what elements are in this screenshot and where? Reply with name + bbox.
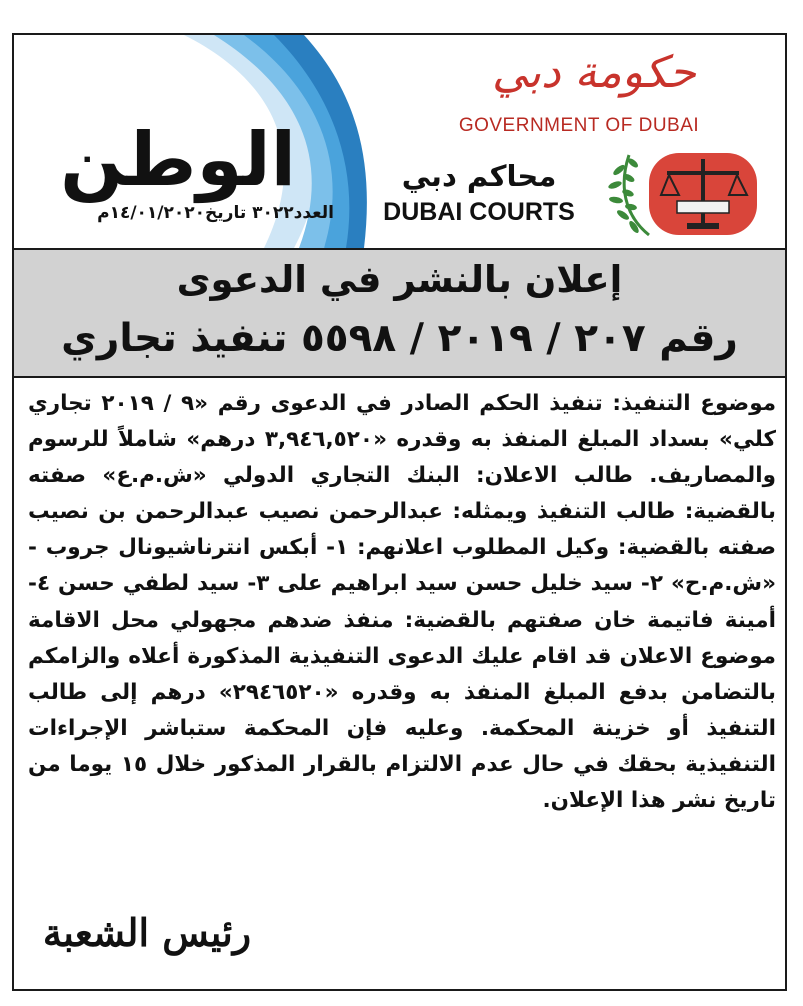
government-arabic-logo: حكومة دبي: [492, 47, 696, 98]
government-english-name: GOVERNMENT OF DUBAI: [458, 115, 700, 136]
notice-title: إعلان بالنشر في الدعوى: [176, 258, 623, 301]
case-number: رقم ٢٠٧ / ٢٠١٩ / ٥٥٩٨ تنفيذ تجاري: [61, 316, 738, 361]
dubai-courts-emblem: [589, 145, 764, 240]
issue-date-line: العدد٣٠٢٢ تاريخ١٤/٠١/٢٠٢٠م: [97, 203, 334, 223]
newspaper-logo: الوطن: [60, 117, 296, 203]
notice-body: موضوع التنفيذ: تنفيذ الحكم الصادر في الدعوى رقم «٩ / ٢٠١٩ تجاري كلي» بسداد المبلغ المنفذ به وقدره «٣,٩٤٦,٥٢٠ درهم» شاملاً للرسوم والمصاريف. طالب الاعلان: البنك التجاري الدولي «ش.م.ع» صفته بالقضية: طالب التنفيذ ويمثله: عبدالرحمن نصيب عبدالرحمن بن نصيب صفته بالقضية: وكيل المطلوب اعلانهم: ١- أبكس انترناشيونال جروب - «ش.م.ح» ٢- سيد خليل حسن سيد ابراهيم على ٣- سيد لطفي حسن ٤- أمينة فاتيمة خان صفتهم بالقضية: منفذ ضدهم مجهولي محل الاقامة موضوع الاعلان قد اقام عليك الدعوى التنفيذية المذكورة أعلاه والزامكم بالتضامن بدفع المبلغ المنفذ به وقدره «٢٩٤٦٥٢٠» درهم إلى طالب التنفيذ أو خزينة المحكمة. وعليه فإن المحكمة ستباشر الإجراءات التنفيذية بحقك في حال عدم الالتزام بالقرار المذكور خلال ١٥ يوما من تاريخ نشر هذا الإعلان.: [28, 391, 777, 814]
notice-header: [14, 35, 785, 248]
notice-title-band: [14, 248, 785, 378]
signature: رئيس الشعبة: [42, 910, 252, 955]
courts-english-name: DUBAI COURTS: [383, 198, 575, 226]
courts-arabic-name: محاكم دبي: [401, 159, 557, 193]
